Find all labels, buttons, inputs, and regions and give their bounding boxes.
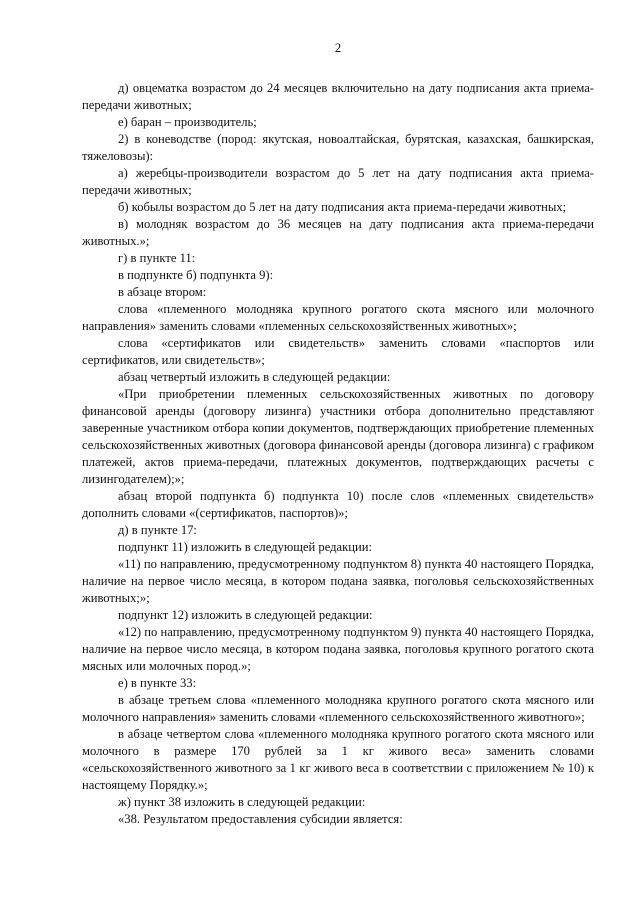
- paragraph: а) жеребцы-производители возрастом до 5 лет на дату подписания акта приема-передачи животных;: [82, 166, 594, 197]
- paragraph: е) баран – производитель;: [118, 115, 257, 129]
- paragraph: д) в пункте 17:: [118, 523, 197, 537]
- paragraph: абзац второй подпункта б) подпункта 10) после слов «племенных свидетельств» дополнить словами «(сертификатов, паспортов)»;: [82, 489, 594, 520]
- paragraph: «38. Результатом предоставления субсидии является:: [118, 812, 403, 826]
- paragraph: б) кобылы возрастом до 5 лет на дату подписания акта приема-передачи животных;: [118, 200, 567, 214]
- paragraph: г) в пункте 11:: [118, 251, 196, 265]
- paragraph: в абзаце третьем слова «племенного молодняка крупного рогатого скота мясного или молочного направления» заменить словами «племенного сельскохозяйственного животного»;: [82, 693, 594, 724]
- document-page: [82, 40, 594, 828]
- paragraph: в подпункте б) подпункта 9):: [118, 268, 274, 282]
- paragraph: е) в пункте 33:: [118, 676, 197, 690]
- paragraph: 2) в коневодстве (пород: якутская, новоалтайская, бурятская, казахская, башкирская, тяжеловозы):: [82, 132, 594, 163]
- paragraph: «При приобретении племенных сельскохозяйственных животных по договору финансовой аренды (договору лизинга) участники отбора дополнительно представляют заверенные участником отбора копии документов, подтверждающих приобретение племенных сельскохозяйственных животных (договора финансовой аренды (договора лизинга) с графиком платежей, актов приема-передачи, платежных документов, подтверждающих расчеты с лизингодателем);»;: [82, 387, 594, 486]
- page-number: 2: [334, 41, 342, 55]
- paragraph: слова «племенного молодняка крупного рогатого скота мясного или молочного направления» заменить словами «племенных сельскохозяйственных животных»;: [82, 302, 594, 333]
- paragraph: в абзаце четвертом слова «племенного молодняка крупного рогатого скота мясного или молочного в размере 170 рублей за 1 кг живого веса» заменить словами «сельскохозяйственного животного за 1 кг живого веса в соответствии с приложением № 10) к настоящему Порядку.»;: [82, 727, 594, 792]
- paragraph: д) овцематка возрастом до 24 месяцев включительно на дату подписания акта приема-передачи животных;: [82, 81, 594, 112]
- paragraph: «11) по направлению, предусмотренному подпунктом 8) пункта 40 настоящего Порядка, наличие на первое число месяца, в котором подана заявка, поголовья сельскохозяйственных животных;»;: [82, 557, 594, 605]
- document-body: [82, 80, 594, 828]
- paragraph: подпункт 12) изложить в следующей редакции:: [118, 608, 373, 622]
- paragraph: ж) пункт 38 изложить в следующей редакции:: [118, 795, 366, 809]
- paragraph: абзац четвертый изложить в следующей редакции:: [118, 370, 391, 384]
- paragraph: подпункт 11) изложить в следующей редакции:: [118, 540, 372, 554]
- paragraph: слова «сертификатов или свидетельств» заменить словами «паспортов или сертификатов, или свидетельств»;: [82, 336, 594, 367]
- paragraph: «12) по направлению, предусмотренному подпунктом 9) пункта 40 настоящего Порядка, наличие на первое число месяца, в котором подана заявка, поголовья крупного рогатого скота мясных или молочных пород.»;: [82, 625, 594, 673]
- paragraph: в абзаце втором:: [118, 285, 207, 299]
- paragraph: в) молодняк возрастом до 36 месяцев на дату подписания акта приема-передачи животных.»;: [82, 217, 594, 248]
